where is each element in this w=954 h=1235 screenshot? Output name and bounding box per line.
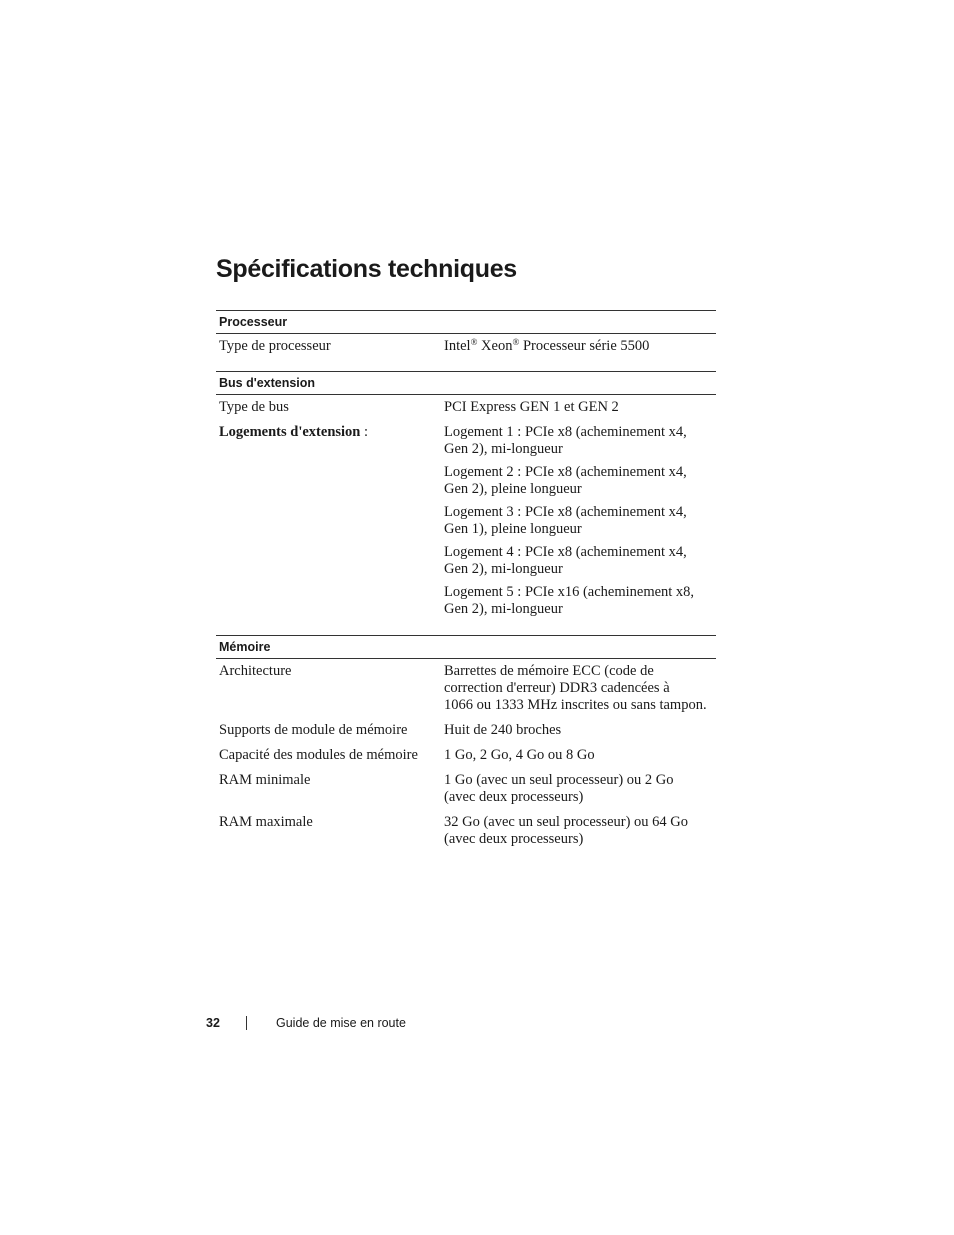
slot-line: Gen 2), pleine longueur [444,481,582,497]
value-line: Barrettes de mémoire ECC (code de [444,663,654,679]
spec-row-min-ram [216,772,716,806]
slot-line: Logement 1 : PCIe x8 (acheminement x4, [444,424,687,440]
processor-series: Processeur série 5500 [519,338,650,354]
value-line: correction d'erreur) DDR3 cadencées à [444,680,670,696]
spec-row-memory-sockets [216,722,716,739]
spec-label: Supports de module de mémoire [219,722,408,738]
section-heading-bus: Bus d'extension [216,371,716,395]
registered-mark: ® [470,337,478,347]
spec-row-expansion-slots [216,424,716,618]
slot-item [444,504,708,538]
page-title: Spécifications techniques [216,255,517,283]
processor-family: Xeon [477,338,513,354]
value-line: 1066 ou 1333 MHz inscrites ou sans tampon. [444,697,707,713]
section-heading-memory: Mémoire [216,635,716,659]
section-heading-processor: Processeur [216,310,716,334]
slot-line: Logement 3 : PCIe x8 (acheminement x4, [444,504,687,520]
value-line: (avec deux processeurs) [444,831,584,847]
spec-label: Type de processeur [219,338,331,354]
spec-row-max-ram [216,814,716,848]
slot-line: Gen 2), mi-longueur [444,601,563,617]
section-body-processor [216,334,716,371]
spec-value: 1 Go, 2 Go, 4 Go ou 8 Go [444,747,595,763]
slot-line: Logement 4 : PCIe x8 (acheminement x4, [444,544,687,560]
value-line: 1 Go (avec un seul processeur) ou 2 Go [444,772,674,788]
spec-row-module-capacity [216,747,716,764]
slot-line: Gen 2), mi-longueur [444,561,563,577]
slot-line: Logement 2 : PCIe x8 (acheminement x4, [444,464,687,480]
section-body-bus [216,395,716,635]
spec-table [216,310,716,866]
slot-line: Logement 5 : PCIe x16 (acheminement x8, [444,584,695,600]
spec-row-bus-type [216,399,716,416]
spec-value: PCI Express GEN 1 et GEN 2 [444,399,619,415]
slot-item [444,424,708,458]
spec-value [444,772,716,806]
spec-label: Capacité des modules de mémoire [219,747,418,763]
spec-label: Type de bus [219,399,289,415]
value-line: (avec deux processeurs) [444,789,584,805]
slot-item [444,544,708,578]
footer-separator [246,1016,247,1030]
spec-value [444,663,716,714]
page-number: 32 [206,1016,220,1030]
spec-label: Architecture [219,663,292,679]
spec-label: RAM minimale [219,772,311,788]
spec-label-bold: Logements d'extension [219,424,361,440]
slot-item [444,584,708,618]
spec-row-architecture [216,663,716,714]
value-line: 32 Go (avec un seul processeur) ou 64 Go [444,814,689,830]
processor-brand: Intel [444,338,471,354]
spec-label: RAM maximale [219,814,313,830]
slot-item [444,464,708,498]
slot-line: Gen 2), mi-longueur [444,441,563,457]
spec-row-processor-type [216,338,716,355]
spec-label-suffix: : [360,424,369,440]
spec-value: Huit de 240 broches [444,722,562,738]
slot-line: Gen 1), pleine longueur [444,521,582,537]
page-footer [206,1016,406,1030]
guide-title: Guide de mise en route [276,1016,406,1030]
registered-mark: ® [512,337,520,347]
spec-label [216,424,444,618]
spec-value [444,338,716,355]
spec-value-list [444,424,716,618]
spec-value [444,814,716,848]
section-body-memory [216,659,716,866]
